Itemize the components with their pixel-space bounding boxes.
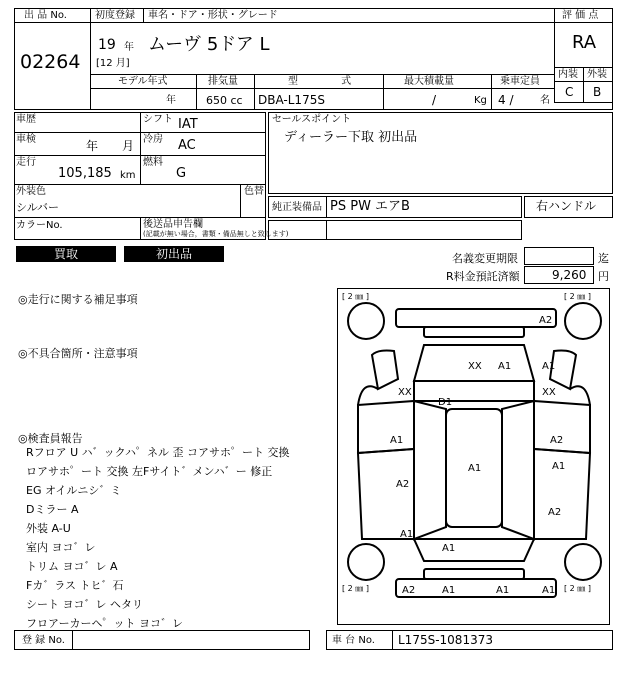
exterior-color: シルバー (16, 201, 59, 214)
damage-mark: A1 (542, 361, 556, 372)
chassis-no: L175S-1081373 (398, 633, 493, 647)
driving-title: ◎走行に関する補足事項 (18, 293, 138, 306)
displacement: 650 cc (206, 94, 243, 107)
inspector-line: Dミラー A (26, 503, 79, 516)
defects-title: ◎不具合箇所・注意事項 (18, 347, 138, 360)
equipment: PS PW エアB (330, 199, 410, 214)
first-reg-label: 初度登録 (95, 10, 135, 21)
inspector-line: Fカ゛ラス トヒ゛石 (26, 579, 124, 592)
fuel-label: 燃料 (143, 157, 163, 168)
capacity-label: 乗車定員 (500, 76, 540, 87)
inspector-line: EG オイルニシ゛ミ (26, 484, 122, 497)
model-year-label: モデル年式 (118, 76, 168, 87)
name-change-box (524, 247, 594, 265)
ac: AC (178, 138, 196, 153)
interior-label: 内装 (558, 69, 578, 80)
later-docs-note: (記載が無い場合，書類・備品無しと致します) (143, 230, 289, 238)
score-label: 評 価 点 (562, 10, 599, 21)
damage-mark: A1 (542, 585, 556, 596)
inspector-line: フロアーカーヘ゜ット ヨコ゛レ (26, 617, 183, 630)
car-outline (338, 289, 609, 624)
damage-mark: A2 (396, 479, 410, 490)
damage-mark: A1 (496, 585, 510, 596)
inspector-line: Rフロア U ハ゛ックハ゜ネル 歪 コアサホ゜ート 交換 (26, 446, 290, 459)
damage-mark: A2 (402, 585, 416, 596)
name-change-unit: 迄 (598, 252, 609, 265)
inspector-line: ロアサホ゜ート 交換 左Fサイト゛メンハ゛ー 修正 (26, 465, 273, 478)
sales-point-label: セールスポイント (272, 114, 352, 125)
color-change-label: 色替 (244, 186, 264, 197)
buy-button: 買取 (16, 246, 116, 262)
recycle-unit: 円 (598, 270, 609, 283)
carname-label: 車名・ドア・形状・グレード (148, 10, 278, 21)
sales-point: ディーラー下取 初出品 (284, 130, 418, 145)
damage-mark: A2 (550, 435, 564, 446)
car-name: ムーヴ 5ドア L (148, 34, 270, 55)
lot-no: 02264 (20, 51, 81, 73)
mileage-unit: km (120, 170, 136, 181)
exterior-score: B (593, 85, 602, 99)
model-year-unit: 年 (166, 95, 176, 106)
shift-label: シフト (143, 114, 173, 125)
history-label: 車歴 (16, 114, 36, 125)
reg-no-label: 登 録 No. (22, 635, 65, 646)
capacity: 4 / (498, 93, 514, 107)
load-sep: / (432, 93, 437, 107)
score: RA (572, 32, 597, 53)
exterior-color-label: 外装色 (16, 186, 46, 197)
inspector-line: 室内 ヨコ゛レ (26, 541, 96, 554)
damage-mark: A2 (539, 315, 553, 326)
damage-mark: A2 (548, 507, 562, 518)
load-label: 最大積載量 (404, 76, 454, 87)
damage-mark: A1 (468, 463, 482, 474)
damage-mark: A1 (442, 585, 456, 596)
damage-mark: D1 (438, 397, 453, 408)
type-label: 型 式 (288, 76, 372, 87)
damage-mark: XX (398, 387, 412, 398)
tire-count-tr: [ 2 ㎜ ] (564, 292, 591, 301)
first-listing-button: 初出品 (124, 246, 224, 262)
steering: 右ハンドル (536, 199, 597, 213)
tire-count-br: [ 2 ㎜ ] (564, 584, 591, 593)
type: DBA-L175S (258, 93, 325, 107)
mileage-label: 走行 (16, 157, 36, 168)
inspection-year-unit: 年 (86, 139, 99, 153)
color-no-label: カラーNo. (16, 220, 63, 231)
damage-mark: A1 (400, 529, 414, 540)
ac-label: 冷房 (143, 134, 163, 145)
mileage: 105,185 (58, 166, 112, 181)
damage-mark: XX (468, 361, 482, 372)
displacement-label: 排気量 (208, 76, 238, 87)
shift: IAT (178, 117, 198, 132)
inspector-line: トリム ヨコ゛レ A (26, 560, 118, 573)
later-docs-label: 後送品申告欄 (143, 219, 203, 230)
fuel: G (176, 166, 187, 181)
inspection-month-unit: 月 (122, 139, 135, 153)
exterior-label: 外装 (587, 69, 607, 80)
car-diagram (337, 288, 610, 625)
inspector-line: シート ヨコ゛レ ヘタリ (26, 598, 143, 611)
interior-score: C (565, 85, 574, 99)
inspector-title: ◎検査員報告 (18, 432, 83, 445)
first-reg-year: 19 (98, 37, 116, 53)
chassis-label: 車 台 No. (332, 635, 375, 646)
inspector-line: 外装 A-U (26, 522, 71, 535)
damage-mark: A1 (442, 543, 456, 554)
tire-count-tl: [ 2 ㎜ ] (342, 292, 369, 301)
tire-count-bl: [ 2 ㎜ ] (342, 584, 369, 593)
recycle-value: 9,260 (552, 268, 587, 282)
damage-mark: A1 (390, 435, 404, 446)
capacity-unit: 名 (540, 95, 550, 106)
inspection-label: 車検 (16, 134, 36, 145)
recycle-label: R料金預託済額 (446, 270, 520, 283)
damage-mark: A1 (498, 361, 512, 372)
first-reg-month: [12 月] (96, 58, 130, 69)
year-unit: 年 (124, 42, 134, 53)
name-change-label: 名義変更期限 (452, 252, 518, 265)
equipment-label: 純正装備品 (272, 202, 322, 213)
load-unit: Kg (474, 95, 487, 106)
damage-mark: A1 (552, 461, 566, 472)
damage-mark: XX (542, 387, 556, 398)
lot-no-label: 出 品 No. (24, 10, 67, 21)
